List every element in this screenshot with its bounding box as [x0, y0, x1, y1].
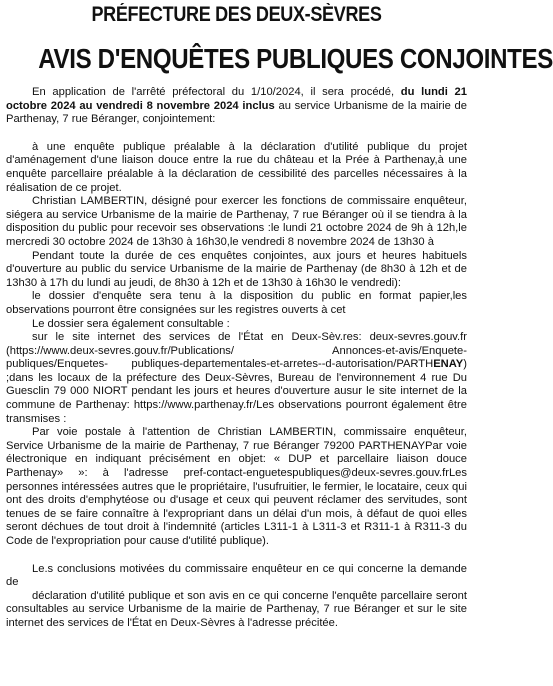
paragraph-websites: [6, 331, 467, 426]
paragraph-opening-hours: Pendant toute la durée de ces enquêtes conjointes, aux jours et heures habituels d'ouverture au public du service Urbanisme de la mairie de Parthenay (de 8h30 à 12h et de 13h30 à 17h du lundi au jeudi, de 8h30 à 12h et de 13h30 à 16h30 le vendredi):: [6, 249, 467, 289]
paragraph-application: [6, 86, 467, 127]
paragraph-postal-email: Par voie postale à l'attention de Christian LAMBERTIN, commissaire enquêteur, Service Urbanisme de la mairie de Parthenay, 7 rue Béranger 79200 PARTHENAYPar voie électronique en indiquant précisément en objet: « DUP et parcellaire liaison douce Parthenay» »: à l'adresse pref-contact-enguetespubliques@deux-sevres.gouv.frLes personnes intéressées autres que le propriétaire, l'usufruitier, le fermier, le locataire, ceux qui ont des droits d'emphytéose ou d'usage et ceux qui peuvent réclamer des servitudes, sont tenues de se faire connaître à l'expropriant dans un délai d'un mois, à défaut de quoi elles seront déchues de tout droit à l'indemnité (articles L311-1 à L311-3 et R311-1 à R311-3 du Code de l'expropriation pour cause d'utilité publique).: [6, 426, 467, 547]
paragraph-application-text-c: au service Urbanisme de la mairie de Parthenay, 7 rue Béranger, conjointement:: [6, 99, 467, 126]
enquiry-dates: du lundi 21 octobre 2024 au vendredi 8 novembre 2024 inclus: [6, 86, 468, 112]
notice-body: [6, 86, 467, 631]
paragraph-websites-text-a: sur le site internet des services de l'État en Deux-Sèv.res: deux-sevres.gouv.fr (https://www.deux-sevres.gouv.fr/Publications/ Annonces-et-avis/Enquete-publiques/Enquetes- publiques-departementales-et-arretes--d-autorisation/PARTH: [6, 331, 467, 371]
paragraph-application-text-a: En application de l'arrêté préfectoral du 1/10/2024, il sera procédé,: [32, 86, 401, 98]
paragraph-conclusions: Le.s conclusions motivées du commissaire enquêteur en ce qui concerne la demande de: [6, 562, 467, 589]
paragraph-enquiries: à une enquête publique préalable à la déclaration d'utilité publique du projet d'aménagement d'une liaison douce entre la rue du château et la Prée à Parthenay,à une enquête parcellaire préalable à la déclaration de cessibilité des parcelles nécessaires à la réalisation de ce projet.: [6, 140, 467, 194]
paragraph-consultation: déclaration d'utilité publique et son avis en ce qui concerne l'enquête parcellaire seront consultables au service Urbanisme de la mairie de Parthenay, 7 rue Béranger et sur le site internet des services de l'État en Deux-Sèvres à l'adresse précitée.: [6, 589, 467, 629]
paragraph-commissioner: Christian LAMBERTIN, désigné pour exercer les fonctions de commissaire enquêteur, siégera au service Urbanisme de la mairie de Parthenay, 7 rue Béranger où il se tiendra à la disposition du public pour recevoir ses observations :le lundi 21 octobre 2024 de 9h à 12h,le mercredi 30 octobre 2024 de 13h30 à 16h30,le vendredi 8 novembre 2024 de 13h30 à: [6, 195, 467, 248]
paragraph-dossier-paper: le dossier d'enquête sera tenu à la disposition du public en format papier,les observations pourront être consignées sur les registres ouverts à cet: [6, 290, 467, 316]
notice-title: AVIS D'ENQUÊTES PUBLIQUES CONJOINTES: [38, 43, 553, 74]
parthenay-bold-suffix: ENAY: [433, 358, 464, 371]
prefecture-heading: PRÉFECTURE DES DEUX-SÈVRES: [91, 3, 382, 26]
paragraph-dossier-online: Le dossier sera également consultable :: [32, 317, 230, 330]
paragraph-websites-text-c: ) ;dans les locaux de la préfecture des Deux-Sèvres, Bureau de l'environnement 4 rue Du Guesclin 79 000 NIORT pendant les jours et heures d'ouverture ausur le site internet de la commune de Parthenay: https://www.parthenay.fr/Les observations pourront également être transmises :: [6, 358, 467, 425]
